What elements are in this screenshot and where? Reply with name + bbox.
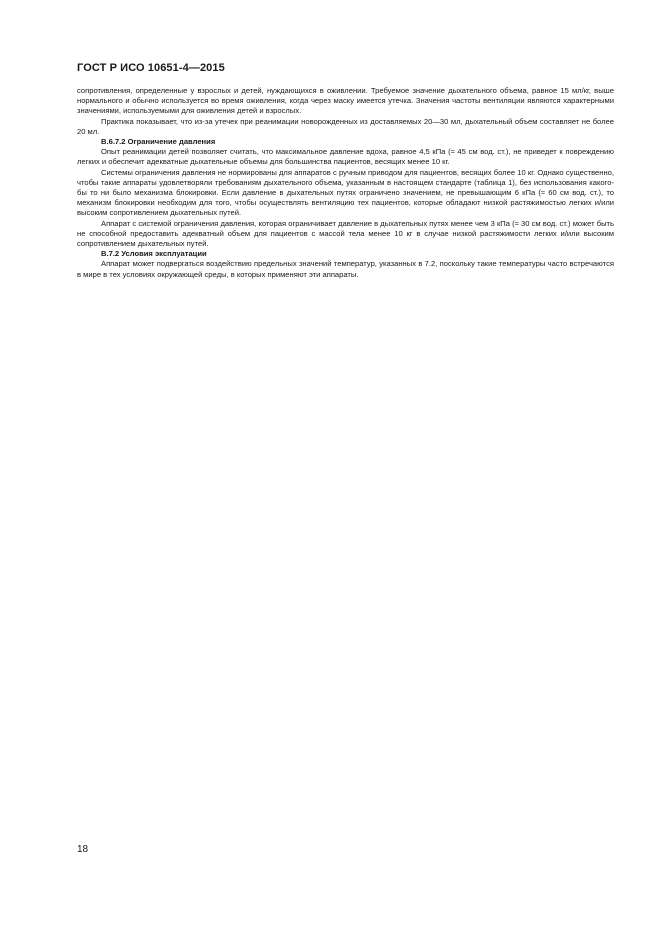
paragraph-max-pressure: Опыт реанимации детей позволяет считать, что максимальное давление вдоха, равное 4,5 кПа (≈ 45 см вод. ст.), не приведет к повреждению легких и обеспечит адекватные дыхательные объемы для большинства пациентов, весящих менее 10 кг.: [77, 147, 614, 167]
paragraph-pressure-limit-device: Аппарат с системой ограничения давления, которая ограничивает давление в дыхательных путях менее чем 3 кПа (≈ 30 см вод. ст.) может быть не способной предоставить адекватный объем для пациентов с массой тела менее 10 кг в случае низкой растяжимости легких и/или высоким сопротивлением дыхательных путей.: [77, 218, 614, 249]
section-heading-operating-conditions: В.7.2 Условия эксплуатации: [101, 249, 207, 259]
paragraph-pressure-systems: Системы ограничения давления не нормированы для аппаратов с ручным приводом для пациентов, весящих более 10 кг. Однако существенно, чтобы такие аппараты удовлетворяли требованиям дыхательного объема, указанным в настоящем стандарте (таблица 1), без использования какого-бы то ни было механизма блокировки. Если давление в дыхательных путях ограничено значением, не превышающим 6 кПа (≈ 60 см вод. ст.), то механизм блокировки необходим для того, чтобы осуществлять вентиляцию тех пациентов, которые обладают низкой растяжимостью легких и/или высоким сопротивлением дыхательных путей.: [77, 167, 614, 218]
page-number: 18: [77, 844, 89, 855]
paragraph-continuation: сопротивления, определенные у взрослых и детей, нуждающихся в оживлении. Требуемое значение дыхательного объема, равное 15 мл/кг, выше нормального и обычно используется во время оживления, когда через маску имеется утечка. Значения частоты вентиляции являются характерными значениями, используемыми для оживления детей и взрослых.: [77, 86, 614, 116]
paragraph-temperatures: Аппарат может подвергаться воздействию предельных значений температур, указанных в 7.2, поскольку такие температуры часто встречаются в мире в тех условиях окружающей среды, в которых применяют эти аппараты.: [77, 259, 614, 279]
paragraph-newborn-practice: Практика показывает, что из-за утечек при реанимации новорожденных из доставляемых 20—30 мл, дыхательный объем составляет не более 20 мл.: [77, 116, 614, 136]
section-heading-pressure-limit: В.6.7.2 Ограничение давления: [101, 137, 216, 147]
document-body: [77, 86, 614, 280]
document-header: ГОСТ Р ИСО 10651-4—2015: [77, 62, 225, 74]
